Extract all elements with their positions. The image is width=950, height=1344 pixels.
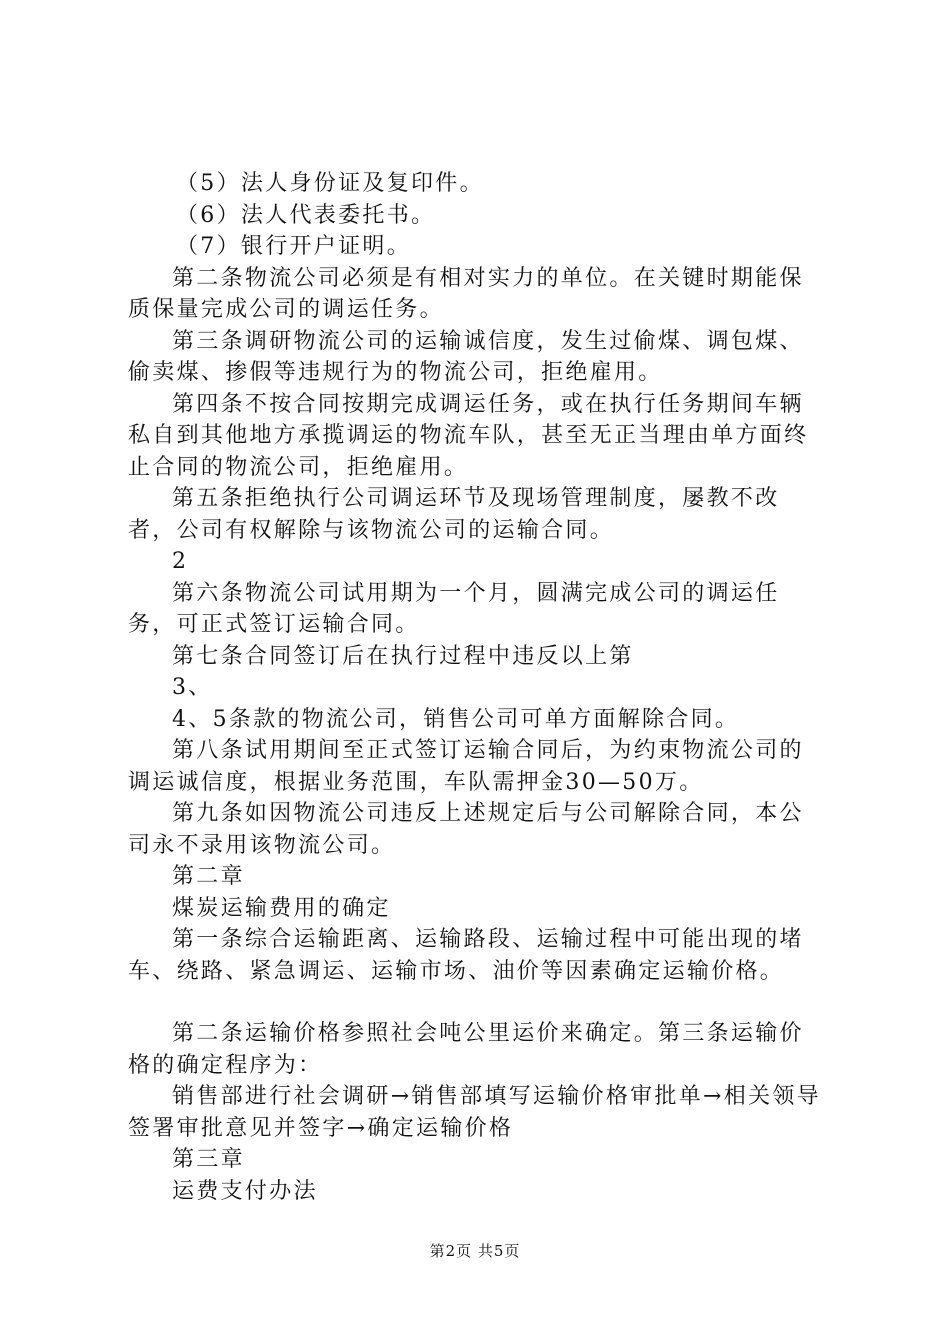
chapter-3-title: 运费支付办法: [172, 1178, 318, 1204]
list-item-7: （7）银行开户证明。: [176, 234, 411, 259]
article-9: 第九条如因物流公司违反上述规定后与公司解除合同，本公司永不录用该物流公司。: [128, 801, 804, 858]
chapter-2-title: 煤炭运输费用的确定: [172, 895, 391, 921]
article-2: 第二条物流公司必须是有相对实力的单位。在关键时期能保质保量完成公司的调运任务。: [128, 265, 804, 322]
chapter-2-article-2: 第二条运输价格参照社会吨公里运价来确定。第三条运输价格的确定程序为：: [128, 1021, 804, 1078]
list-item-6: （6）法人代表委托书。: [176, 202, 436, 228]
article-5: 第五条拒绝执行公司调运环节及现场管理制度，屡教不改者，公司有权解除与该物流公司的运输合同。: [128, 486, 780, 543]
chapter-2-article-1: 第一条综合运输距离、运输路段、运输过程中可能出现的堵车、绕路、紧急调运、运输市场、油价等因素确定运输价格。: [128, 927, 804, 984]
article-7-continuation: 4、5条款的物流公司，销售公司可单方面解除合同。: [172, 706, 740, 732]
chapter-2-heading: 第二章: [172, 864, 245, 889]
article-3: 第三条调研物流公司的运输诚信度，发生过偷煤、调包煤、偷卖煤、掺假等违规行为的物流公司，拒绝雇用。: [128, 328, 804, 385]
chapter-3-heading: 第三章: [172, 1147, 245, 1172]
page-footer: 第2页 共5页: [429, 1242, 521, 1260]
article-7: 第七条合同签订后在执行过程中违反以上第: [172, 643, 634, 669]
document-body: [128, 168, 828, 1207]
list-item-5: （5）法人身份证及复印件。: [176, 171, 484, 196]
article-8: 第八条试用期间至正式签订运输合同后，为约束物流公司的调运诚信度，根据业务范围，车队需押金30—50万。: [128, 738, 804, 795]
article-6: 第六条物流公司试用期为一个月，圆满完成公司的调运任务，可正式签订运输合同。: [128, 580, 780, 637]
pricing-procedure: 销售部进行社会调研→销售部填写运输价格审批单→相关领导签署审批意见并签字→确定运输价格: [128, 1084, 821, 1141]
article-4: 第四条不按合同按期完成调运任务，或在执行任务期间车辆私自到其他地方承揽调运的物流车队，甚至无正当理由单方面终止合同的物流公司，拒绝雇用。: [128, 391, 809, 480]
article-7-fragment: 3、: [172, 675, 213, 700]
stray-page-number: 2: [172, 549, 189, 574]
